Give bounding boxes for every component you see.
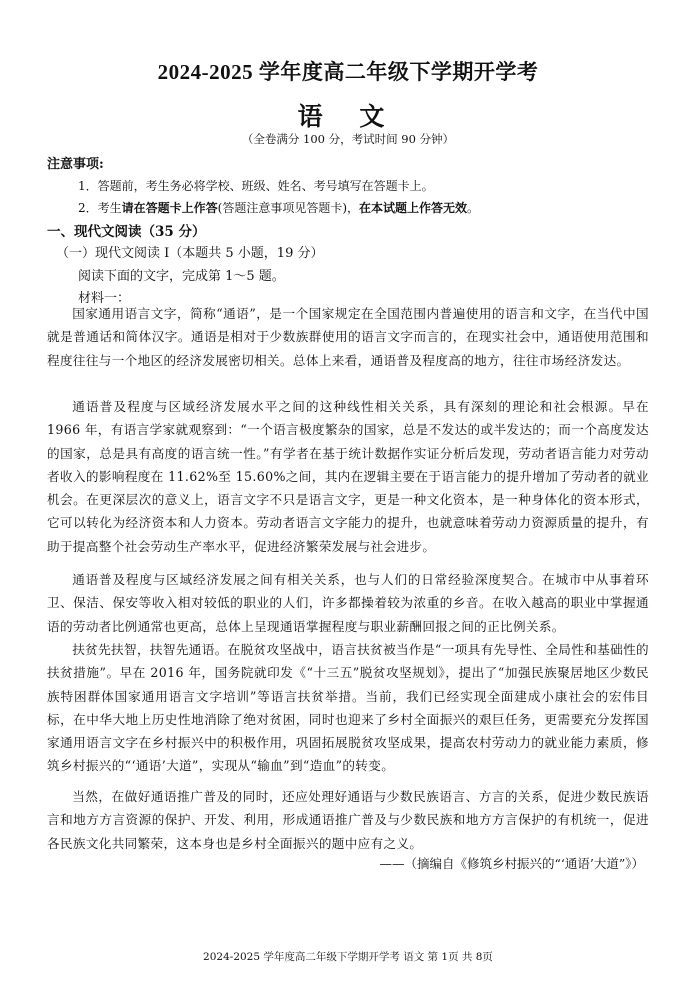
- source-citation: ——（摘编自《修筑乡村振兴的“‘通语’大道”》）: [379, 856, 644, 871]
- paragraph-3: 通语普及程度与区域经济发展之间有相关关系，也与人们的日常经验深度契合。在城市中从事着环卫、保洁、保安等收入相对较低的职业的人们，许多都操着较为浓重的乡音。在收入越高的职业中掌握通语的劳动者比例通常也更高，总体上呈现通语掌握程度与职业薪酬回报之间的正比例关系。: [47, 572, 649, 634]
- paragraph-4: 扶贫先扶智，扶智先通语。在脱贫攻坚战中，语言扶贫被当作是“一项具有先导性、全局性和基础性的扶贫措施”。早在 2016 年，国务院就印发《“十三五”脱贫攻坚规划》，提出了“加强民族聚居地区少数民族特困群体国家通用语言文字培训”等语言扶贫举措。当前，我们已经实现全面建成小康社会的宏伟目标，在中华大地上历史性地消除了绝对贫困，同时也迎来了乡村全面振兴的艰巨任务，更需要充分发挥国家通用语言文字在乡村振兴中的积极作用，巩固拓展脱贫攻坚成果，提高农村劳动力的就业能力素质，修筑乡村振兴的“‘通语’大道”，实现从“输血”到“造血”的转变。: [47, 642, 649, 774]
- sub-section-title: （一）现代文阅读 I（本题共 5 小题，19 分）: [56, 246, 324, 261]
- exam-title: 2024-2025 学年度高二年级下学期开学考: [157, 60, 539, 84]
- exam-info: （全卷满分 100 分，考试时间 90 分钟）: [241, 132, 455, 146]
- notice-item-2-end: 。: [467, 201, 480, 215]
- notice-item-1: 1．答题前，考生务必将学校、班级、姓名、考号填写在答题卡上。: [78, 179, 434, 193]
- notice-title: 注意事项:: [47, 157, 104, 172]
- paragraph-5: 当然，在做好通语推广普及的同时，还应处理好通语与少数民族语言、方言的关系，促进少数民族语言和地方方言资源的保护、开发、利用，形成通语推广普及与少数民族和地方方言保护的有机统一，促进各民族文化共同繁荣，这本身也是乡村全面振兴的题中应有之义。: [47, 789, 649, 851]
- paragraph-1: 国家通用语言文字，简称“通语”，是一个国家规定在全国范围内普遍使用的语言和文字，在当代中国就是普通话和简体汉字。通语是相对于少数族群使用的语言文字而言的，在现实社会中，通语使用范围和程度往往与一个地区的经济发展密切相关。总体上来看，通语普及程度高的地方，往往市场经济发达。: [47, 306, 649, 368]
- notice-item-2-bold-1: 请在答题卡上作答: [121, 201, 218, 215]
- reading-instruction: 阅读下面的文字，完成第 1～5 题。: [78, 269, 285, 284]
- subject-title: 语 文: [297, 102, 399, 131]
- page-footer: 2024-2025 学年度高二年级下学期开学考 语文 第 1页 共 8页: [203, 951, 493, 963]
- notice-item-2-bold-2: 在本试题上作答无效: [359, 201, 468, 215]
- material-label: 材料一：: [78, 291, 131, 306]
- paragraph-2: 通语普及程度与区域经济发展水平之间的这种线性相关关系，具有深刻的理论和社会根源。早在 1966 年，有语言学家就观察到：“一个语言极度繁杂的国家，总是不发达的或半发达的；而一个高度发达的国家，总是具有高度的语言统一性。”有学者在基于统计数据作实证分析后发现，劳动者语言能力对劳动者收入的影响程度在 11.62%至 15.60%之间，其内在逻辑主要在于语言能力的提升增加了劳动者的就业机会。在更深层次的意义上，语言文字不只是语言文字，更是一种文化资本，是一种身体化的资本形式，它可以转化为经济资本和人力资本。劳动者语言文字能力的提升，也就意味着劳动力资源质量的提升，有助于提高整个社会劳动生产率水平，促进经济繁荣发展与社会进步。: [47, 399, 649, 554]
- notice-item-2-middle: (答题注意事项见答题卡)，: [217, 201, 360, 215]
- notice-item-2-prefix: 2．考生: [78, 201, 122, 215]
- section-title: 一、现代文阅读（35 分）: [47, 224, 206, 240]
- notice-item-2: [78, 199, 479, 216]
